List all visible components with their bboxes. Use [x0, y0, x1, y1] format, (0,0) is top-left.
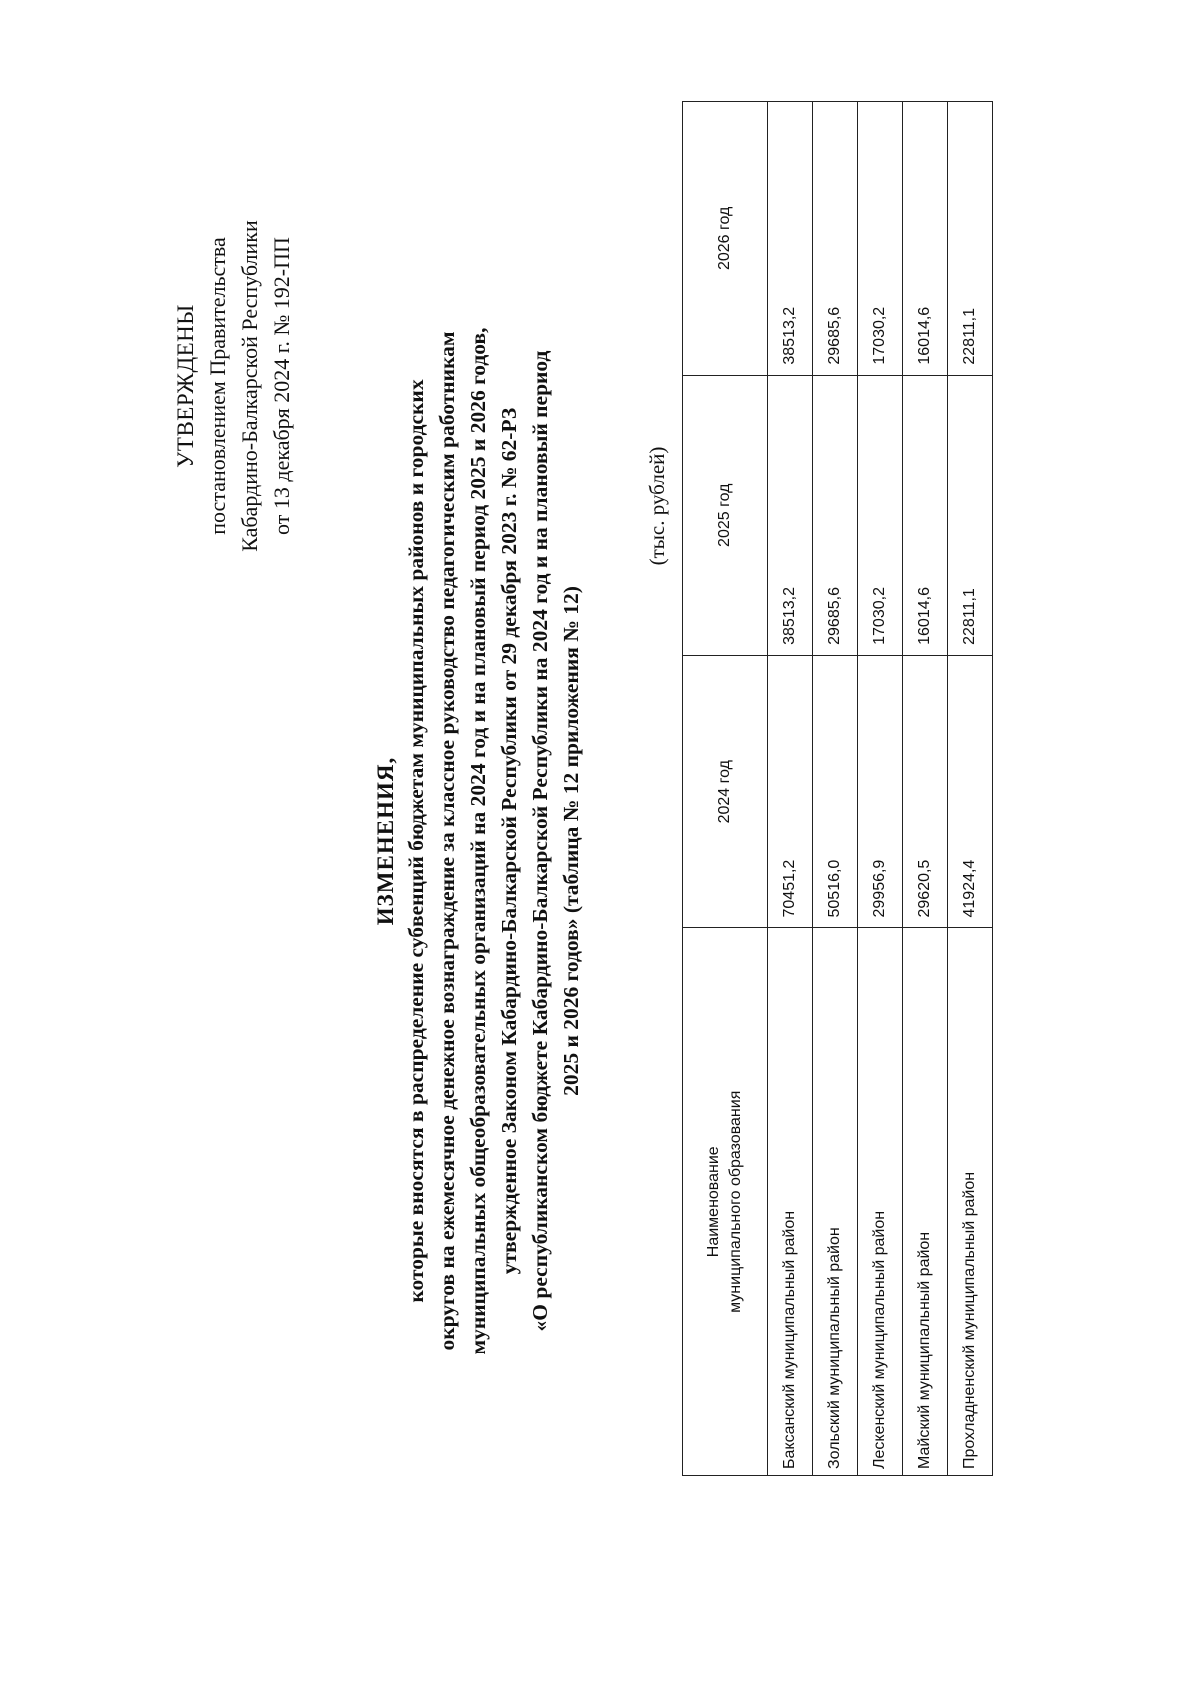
cell-2026: 29685,6 — [813, 102, 858, 376]
cell-municipality: Прохладненский муниципальный район — [948, 928, 993, 1476]
cell-2025: 22811,1 — [948, 375, 993, 655]
cell-municipality: Зольский муниципальный район — [813, 928, 858, 1476]
approval-line: от 13 декабря 2024 г. № 192-ПП — [269, 237, 294, 535]
approval-block — [170, 146, 298, 626]
document-heading — [370, 136, 587, 1546]
cell-2025: 38513,2 — [768, 375, 813, 655]
cell-2026: 16014,6 — [903, 102, 948, 376]
cell-2026: 38513,2 — [768, 102, 813, 376]
subvention-table — [682, 101, 993, 1476]
document-title: ИЗМЕНЕНИЯ, — [373, 756, 398, 926]
heading-line: «О республиканском бюджете Кабардино-Балкарской Республики на 2024 год и на плановый период — [528, 350, 552, 1332]
table-row — [948, 102, 993, 1476]
table-header-row — [683, 102, 768, 1476]
heading-line: 2025 и 2026 годов» (таблица № 12 приложения № 12) — [559, 586, 583, 1096]
cell-municipality: Баксанский муниципальный район — [768, 928, 813, 1476]
cell-municipality: Лескенский муниципальный район — [858, 928, 903, 1476]
heading-line: утвержденное Законом Кабардино-Балкарской Республики от 29 декабря 2023 г. № 62-РЗ — [497, 407, 521, 1275]
table-row — [813, 102, 858, 1476]
cell-2025: 17030,2 — [858, 375, 903, 655]
header-2024: 2024 год — [683, 655, 768, 928]
table-row — [903, 102, 948, 1476]
header-2025: 2025 год — [683, 375, 768, 655]
cell-2024: 50516,0 — [813, 655, 858, 928]
table-row — [858, 102, 903, 1476]
header-municipality — [683, 928, 768, 1476]
cell-2024: 29956,9 — [858, 655, 903, 928]
heading-line: которые вносятся в распределение субвенций бюджетам муниципальных районов и городских — [404, 379, 428, 1303]
cell-2025: 16014,6 — [903, 375, 948, 655]
units-label: (тыс. рублей) — [645, 446, 669, 566]
approval-line: постановлением Правительства — [205, 237, 230, 535]
header-text: муниципального образования — [727, 1090, 744, 1313]
cell-2024: 41924,4 — [948, 655, 993, 928]
table-row — [768, 102, 813, 1476]
cell-2024: 29620,5 — [903, 655, 948, 928]
heading-line: муниципальных общеобразовательных организаций на 2024 год и на плановый период 2025 и 2026 годов, — [466, 327, 490, 1355]
header-2026: 2026 год — [683, 102, 768, 376]
approval-title: УТВЕРЖДЕНЫ — [173, 304, 198, 468]
cell-2026: 17030,2 — [858, 102, 903, 376]
heading-line: округов на ежемесячное денежное вознаграждение за классное руководство педагогическим работникам — [435, 331, 459, 1351]
approval-line: Кабардино-Балкарской Республики — [237, 220, 262, 552]
cell-2026: 22811,1 — [948, 102, 993, 376]
cell-2024: 70451,2 — [768, 655, 813, 928]
header-text: Наименование — [705, 1146, 722, 1258]
cell-2025: 29685,6 — [813, 375, 858, 655]
cell-municipality: Майский муниципальный район — [903, 928, 948, 1476]
